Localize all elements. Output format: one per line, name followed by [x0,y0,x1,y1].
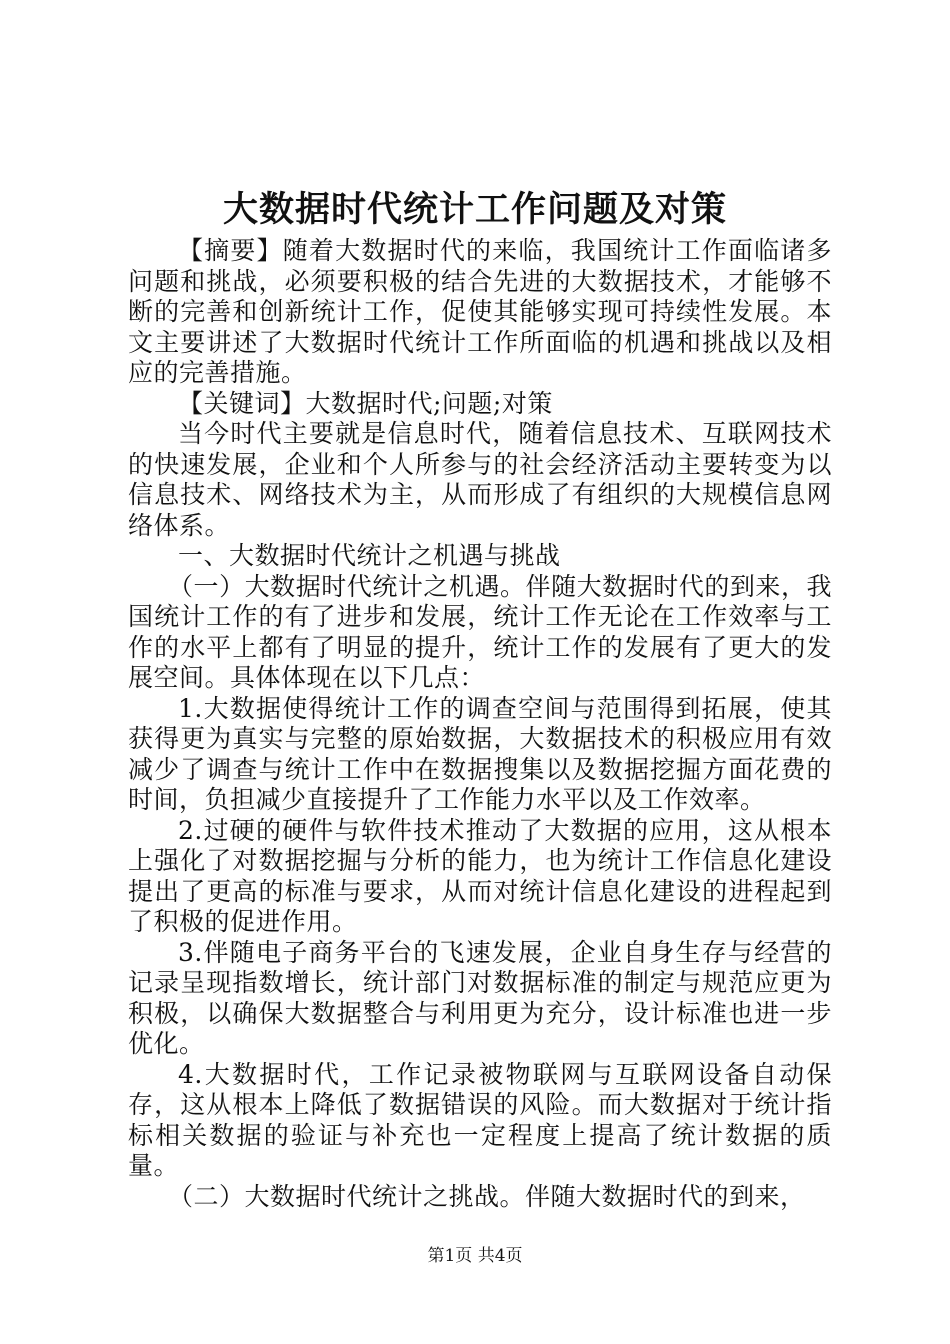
abstract-paragraph: 【摘要】随着大数据时代的来临，我国统计工作面临诸多问题和挑战，必须要积极的结合先进的大数据技术，才能够不断的完善和创新统计工作，促使其能够实现可持续性发展。本文主要讲述了大数据时代统计工作所面临的机遇和挑战以及相应的完善措施。 [128,236,832,387]
list-item-2: 2.过硬的硬件与软件技术推动了大数据的应用，这从根本上强化了对数据挖掘与分析的能力，也为统计工作信息化建设提出了更高的标准与要求，从而对统计信息化建设的进程起到了积极的促进作用。 [128,815,832,936]
document-body [128,236,832,1212]
section-heading: 一、大数据时代统计之机遇与挑战 [178,541,561,570]
page-footer: 第1页 共4页 [427,1246,523,1266]
keywords-paragraph: 【关键词】大数据时代;问题;对策 [178,388,553,418]
list-item-3: 3.伴随电子商务平台的飞速发展，企业自身生存与经营的记录呈现指数增长，统计部门对数据标准的制定与规范应更为积极，以确保大数据整合与利用更为充分，设计标准也进一步优化。 [128,937,832,1058]
list-item-4: 4.大数据时代，工作记录被物联网与互联网设备自动保存，这从根本上降低了数据错误的风险。而大数据对于统计指标相关数据的验证与补充也一定程度上提高了统计数据的质量。 [128,1059,832,1180]
intro-paragraph: 当今时代主要就是信息时代，随着信息技术、互联网技术的快速发展，企业和个人所参与的社会经济活动主要转变为以信息技术、网络技术为主，从而形成了有组织的大规模信息网络体系。 [128,419,832,540]
subsection-opportunity: （一）大数据时代统计之机遇。伴随大数据时代的到来，我国统计工作的有了进步和发展，统计工作无论在工作效率与工作的水平上都有了明显的提升，统计工作的发展有了更大的发展空间。具体体现在以下几点： [128,571,832,692]
document-title: 大数据时代统计工作问题及对策 [222,189,727,230]
subsection-challenge: （二）大数据时代统计之挑战。伴随大数据时代的到来， [168,1181,806,1211]
list-item-1: 1.大数据使得统计工作的调查空间与范围得到拓展，使其获得更为真实与完整的原始数据，大数据技术的积极应用有效减少了调查与统计工作中在数据搜集以及数据挖掘方面花费的时间，负担减少直接提升了工作能力水平以及工作效率。 [128,693,832,814]
